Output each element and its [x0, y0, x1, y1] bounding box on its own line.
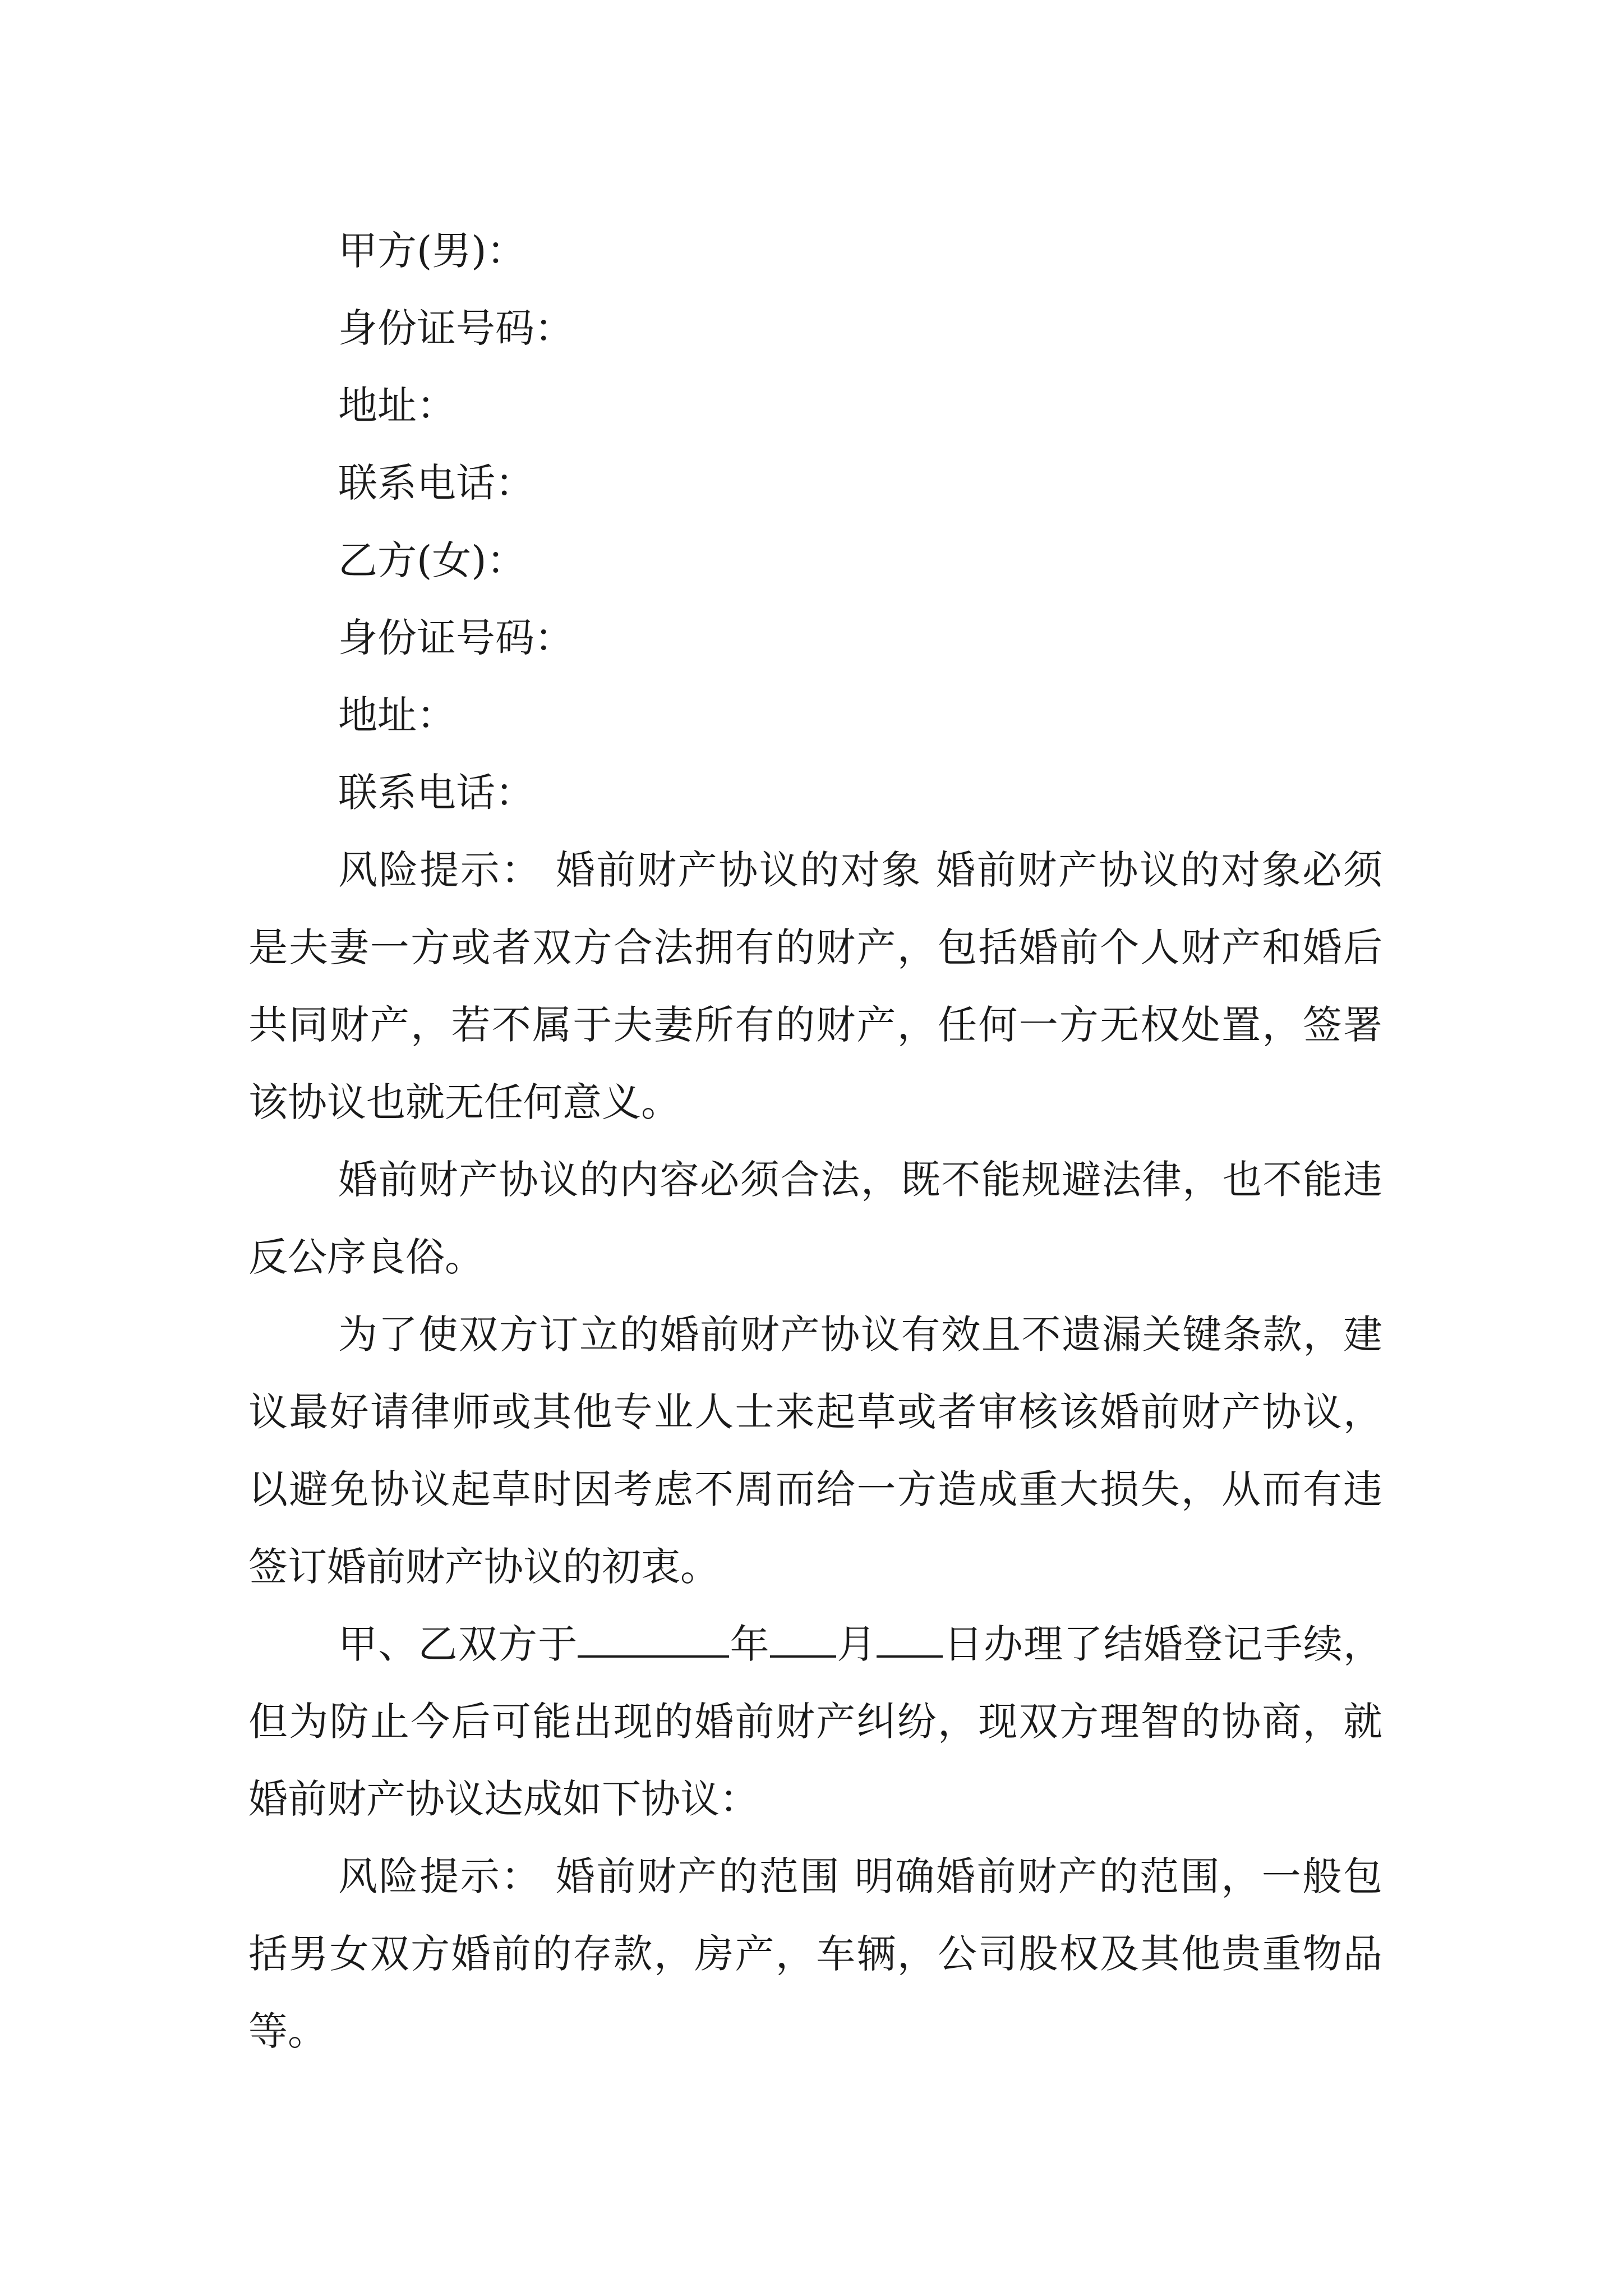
- document-body: [248, 212, 1382, 2070]
- month-blank: [770, 1622, 836, 1658]
- risk-notice-object: 风险提示： 婚前财产协议的对象 婚前财产协议的对象必须是夫妻一方或者双方合法拥有的财产，包括婚前个人财产和婚后共同财产，若不属于夫妻所有的财产，任何一方无权处置，签署该协议也就无任何意义。: [248, 847, 1382, 1125]
- party-a-address-label: 地址：: [338, 383, 456, 429]
- year-blank: [578, 1622, 729, 1658]
- party-b-id-label: 身份证号码：: [338, 615, 574, 661]
- content-legality-paragraph: 婚前财产协议的内容必须合法，既不能规避法律，也不能违反公序良俗。: [248, 1157, 1382, 1280]
- risk-notice-scope: 风险提示： 婚前财产的范围 明确婚前财产的范围，一般包括男女双方婚前的存款，房产，车辆，公司股权及其他贵重物品等。: [248, 1853, 1382, 2054]
- marriage-suffix: 日办理了结婚登记手续，但为防止今后可能出现的婚前财产纠纷，现双方理智的协商，就婚前财产协议达成如下协议：: [248, 1621, 1383, 1822]
- marriage-registration-paragraph: [248, 1605, 1382, 1838]
- month-label: 月: [836, 1621, 877, 1667]
- party-a-phone-label: 联系电话：: [338, 460, 534, 506]
- year-label: 年: [729, 1621, 770, 1667]
- party-b-address-label: 地址：: [338, 692, 456, 738]
- party-b-label: 乙方(女)：: [338, 537, 526, 583]
- marriage-prefix: 甲、乙双方于: [338, 1621, 578, 1667]
- day-blank: [877, 1622, 943, 1658]
- party-a-label: 甲方(男)：: [338, 228, 526, 274]
- party-b-phone-label: 联系电话：: [338, 770, 534, 816]
- lawyer-advice-paragraph: 为了使双方订立的婚前财产协议有效且不遗漏关键条款，建议最好请律师或其他专业人士来起草或者审核该婚前财产协议，以避免协议起草时因考虑不周而给一方造成重大损失，从而有违签订婚前财产协议的初衷。: [248, 1312, 1382, 1590]
- party-a-id-label: 身份证号码：: [338, 305, 574, 351]
